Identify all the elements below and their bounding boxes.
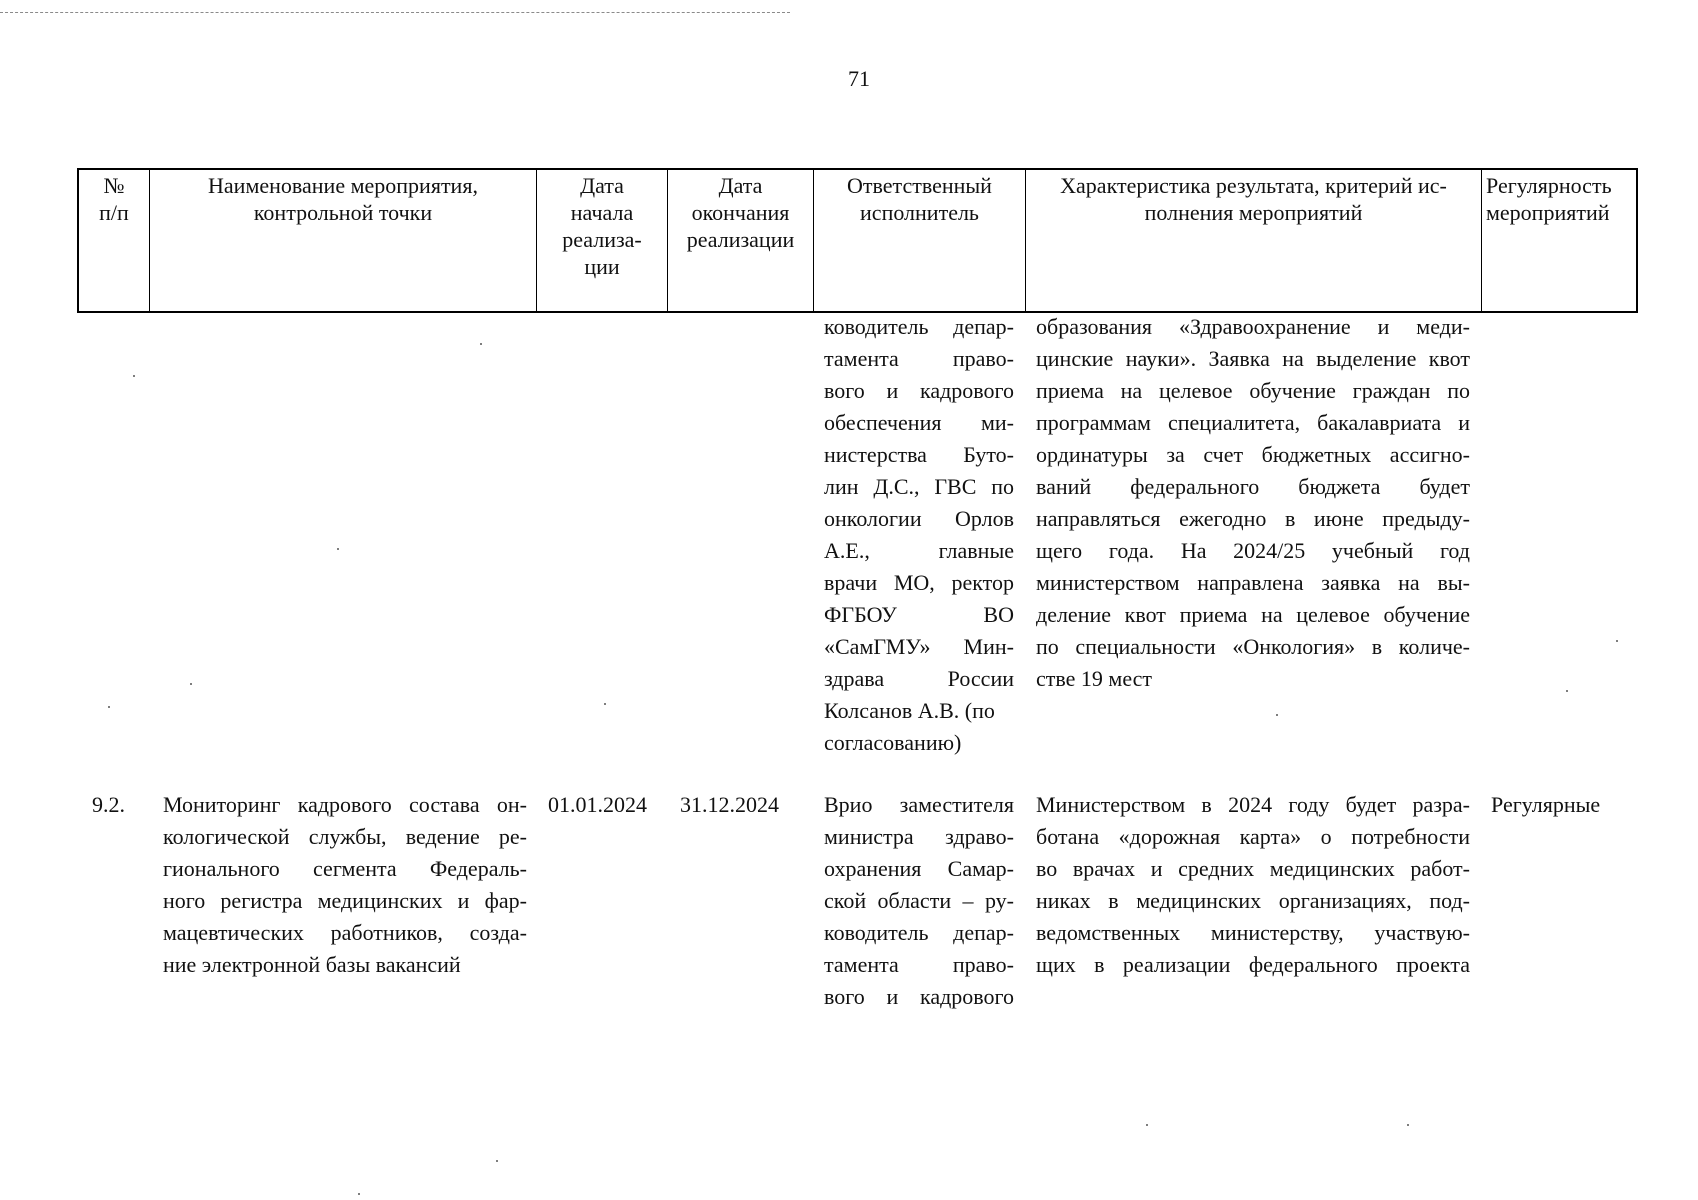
result-line: ординатуры за счет бюджетных ассигно- — [1036, 442, 1470, 467]
executor-line: обеспечения ми- — [824, 410, 1014, 435]
scan-speck — [1146, 1124, 1148, 1126]
scan-speck — [480, 343, 482, 345]
table-header-row — [77, 168, 1638, 313]
header-regularity: Регулярность мероприятий — [1486, 173, 1612, 225]
result-line: направляться ежегодно в июне предыду- — [1036, 506, 1470, 531]
executor-line: министра здраво- — [824, 824, 1014, 849]
result-line: щих в реализации федерального проекта — [1036, 952, 1470, 977]
executor-line: согласованию) — [824, 730, 962, 755]
name-line: ного регистра медицинских и фар- — [163, 888, 527, 913]
executor-line: врачи МО, ректор — [824, 570, 1014, 595]
executor-line: «СамГМУ» Мин- — [824, 634, 1014, 659]
executor-line: онкологии Орлов — [824, 506, 1014, 531]
name-line: кологической службы, ведение ре- — [163, 824, 527, 849]
continuation-result-cell — [1036, 311, 1470, 695]
result-line: ботана «дорожная карта» о потребности — [1036, 824, 1470, 849]
result-line: щего года. На 2024/25 учебный год — [1036, 538, 1470, 563]
scan-speck — [108, 706, 110, 708]
executor-line: Врио заместителя — [824, 792, 1014, 817]
top-border-rule — [0, 12, 790, 13]
scan-speck — [1566, 690, 1568, 692]
result-line: никах в медицинских организациях, под- — [1036, 888, 1470, 913]
executor-line: тамента право- — [824, 346, 1014, 371]
executor-line: тамента право- — [824, 952, 1014, 977]
row-9-2-executor-cell — [824, 789, 1014, 1013]
row-9-2-start-date: 01.01.2024 — [548, 792, 647, 817]
result-line: по специальности «Онкология» в количе- — [1036, 634, 1470, 659]
name-line: гионального сегмента Федераль- — [163, 856, 527, 881]
scan-speck — [133, 375, 135, 377]
header-event-name: Наименование мероприятия, контрольной точки — [150, 170, 537, 311]
header-result: Характеристика результата, критерий ис- полнения мероприятий — [1026, 170, 1482, 311]
executor-line: ководитель депар- — [824, 314, 1014, 339]
header-end-date: Дата окончания реализации — [668, 170, 814, 311]
executor-line: лин Д.С., ГВС по — [824, 474, 1014, 499]
result-line: министерством направлена заявка на вы- — [1036, 570, 1470, 595]
executor-line: А.Е., главные — [824, 538, 1014, 563]
executor-line: вого и кадрового — [824, 984, 1014, 1009]
executor-line: ФГБОУ ВО — [824, 602, 1014, 627]
result-line: цинские науки». Заявка на выделение квот — [1036, 346, 1470, 371]
executor-line: вого и кадрового — [824, 378, 1014, 403]
executor-line: ководитель депар- — [824, 920, 1014, 945]
header-executor: Ответственный исполнитель — [814, 170, 1026, 311]
name-line: ние электронной базы вакансий — [163, 952, 461, 977]
row-9-2-number: 9.2. — [92, 792, 125, 817]
result-line: программам специалитета, бакалавриата и — [1036, 410, 1470, 435]
header-number: № п/п — [79, 170, 150, 311]
executor-line: ской области – ру- — [824, 888, 1014, 913]
result-line: приема на целевое обучение граждан по — [1036, 378, 1470, 403]
scan-speck — [1407, 1124, 1409, 1126]
scan-speck — [496, 1160, 498, 1162]
scan-speck — [190, 683, 192, 685]
executor-line: охранения Самар- — [824, 856, 1014, 881]
executor-line: нистерства Буто- — [824, 442, 1014, 467]
scan-speck — [358, 1193, 360, 1195]
continuation-executor-cell — [824, 311, 1014, 759]
row-9-2-regularity: Регулярные — [1491, 792, 1601, 817]
row-9-2-name-cell — [163, 789, 527, 981]
result-line: ведомственных министерству, участвую- — [1036, 920, 1470, 945]
result-line: стве 19 мест — [1036, 666, 1153, 691]
scan-speck — [1616, 640, 1618, 642]
row-9-2-end-date: 31.12.2024 — [680, 792, 779, 817]
header-start-date: Дата начала реализа- ции — [537, 170, 668, 311]
result-line: образования «Здравоохранение и меди- — [1036, 314, 1470, 339]
name-line: мацевтических работников, созда- — [163, 920, 527, 945]
name-line: Мониторинг кадрового состава он- — [163, 792, 527, 817]
page-number: 71 — [848, 66, 870, 91]
row-9-2-result-cell — [1036, 789, 1470, 981]
result-line: во врачах и средних медицинских работ- — [1036, 856, 1470, 881]
result-line: деление квот приема на целевое обучение — [1036, 602, 1470, 627]
scan-speck — [1276, 714, 1278, 716]
scan-speck — [337, 548, 339, 550]
executor-line: Колсанов А.В. (по — [824, 698, 995, 723]
executor-line: здрава России — [824, 666, 1014, 691]
scan-speck — [604, 703, 606, 705]
result-line: ваний федерального бюджета будет — [1036, 474, 1470, 499]
result-line: Министерством в 2024 году будет разра- — [1036, 792, 1470, 817]
